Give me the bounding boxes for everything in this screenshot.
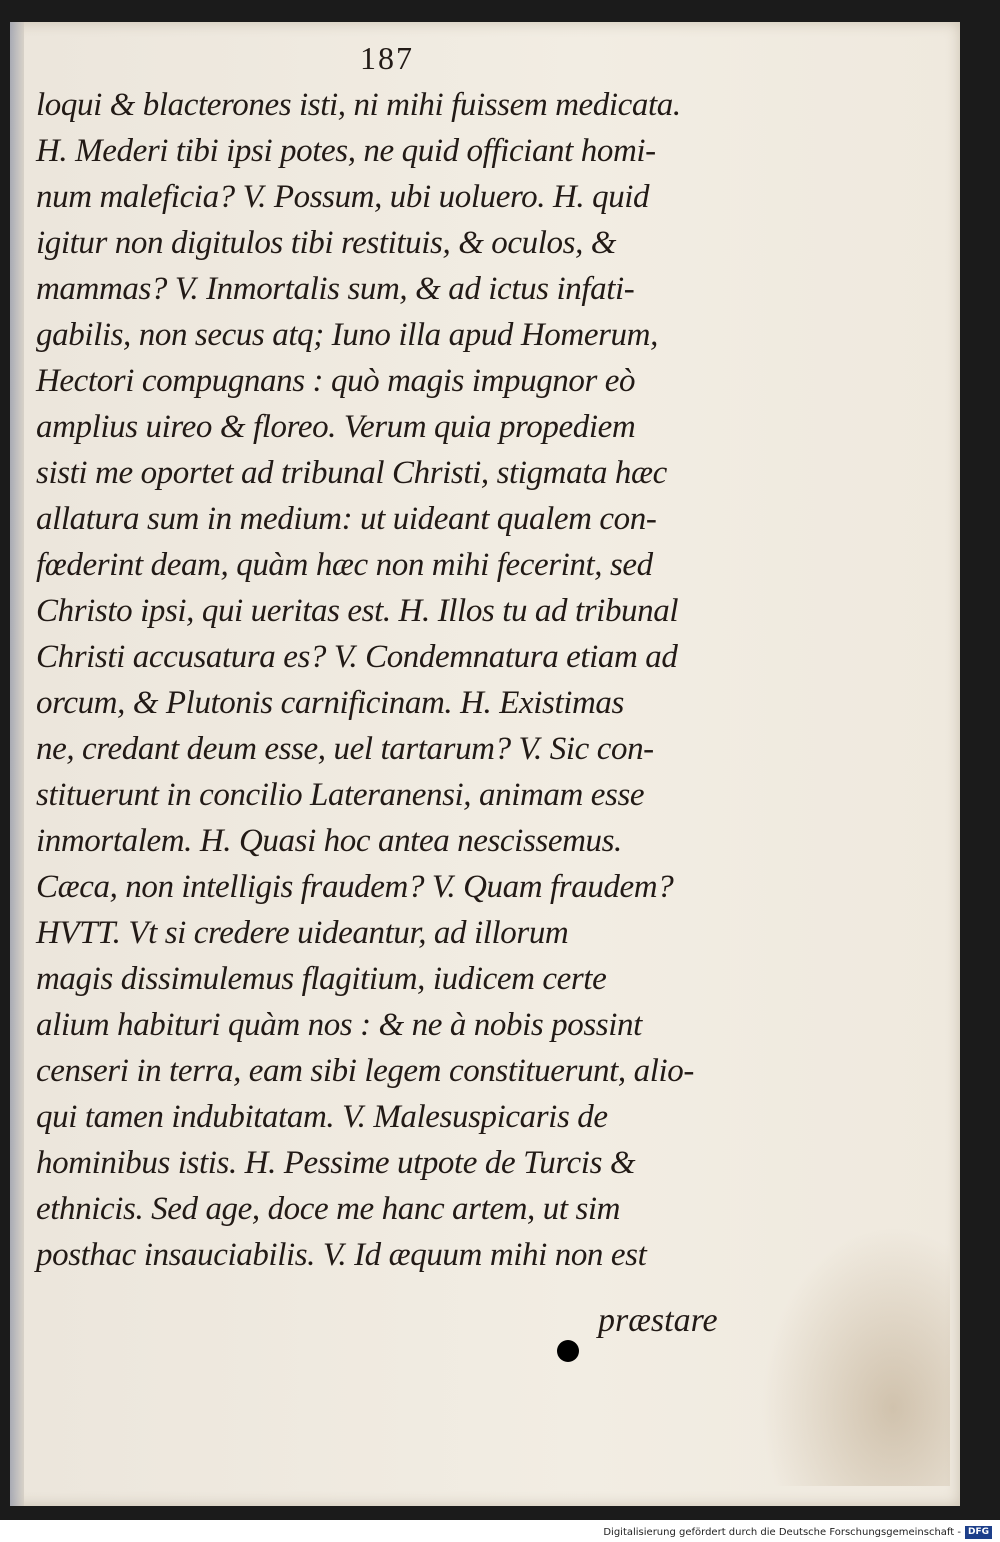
text-line: H. Mederi tibi ipsi potes, ne quid officiant homi- xyxy=(36,133,656,169)
text-line: gabilis, non secus atq; Iuno illa apud Homerum, xyxy=(36,317,658,353)
text-line: sisti me oportet ad tribunal Christi, stigmata hæc xyxy=(36,455,667,491)
text-line: Cæca, non intelligis fraudem? V. Quam fraudem? xyxy=(36,869,674,905)
paper-stain xyxy=(760,1226,950,1486)
page-text xyxy=(36,82,716,1278)
page-number: 187 xyxy=(360,40,414,76)
text-line: magis dissimulemus flagitium, iudicem certe xyxy=(36,961,607,997)
text-line: fœderint deam, quàm hæc non mihi fecerint, sed xyxy=(36,547,653,583)
text-line: inmortalem. H. Quasi hoc antea nescissemus. xyxy=(36,823,622,859)
text-line: amplius uireo & floreo. Verum quia propediem xyxy=(36,409,636,445)
text-line: igitur non digitulos tibi restituis, & oculos, & xyxy=(36,225,617,261)
text-line: posthac insauciabilis. V. Id æquum mihi non est xyxy=(36,1237,647,1273)
footer-credit xyxy=(603,1524,992,1540)
text-line: Hectori compugnans : quò magis impugnor eò xyxy=(36,363,636,399)
text-line: mammas? V. Inmortalis sum, & ad ictus infati- xyxy=(36,271,635,307)
text-line: ethnicis. Sed age, doce me hanc artem, ut sim xyxy=(36,1191,621,1227)
text-line: stituerunt in concilio Lateranensi, animam esse xyxy=(36,777,645,813)
catchword: præstare xyxy=(598,1302,718,1339)
text-line: num maleficia? V. Possum, ubi uoluero. H. quid xyxy=(36,179,650,215)
text-line: qui tamen indubitatam. V. Malesuspicaris de xyxy=(36,1099,608,1135)
text-line: ne, credant deum esse, uel tartarum? V. Sic con- xyxy=(36,731,654,767)
text-line: allatura sum in medium: ut uideant qualem con- xyxy=(36,501,657,537)
text-line: loqui & blacterones isti, ni mihi fuissem medicata. xyxy=(36,87,681,123)
text-line: orcum, & Plutonis carnificinam. H. Existimas xyxy=(36,685,624,721)
text-line: Christo ipsi, qui ueritas est. H. Illos tu ad tribunal xyxy=(36,593,679,629)
dfg-logo-icon: DFG xyxy=(965,1526,992,1539)
text-line: hominibus istis. H. Pessime utpote de Turcis & xyxy=(36,1145,636,1181)
text-line: HVTT. Vt si credere uideantur, ad illorum xyxy=(36,915,569,951)
footer-text: Digitalisierung gefördert durch die Deutsche Forschungsgemeinschaft - xyxy=(603,1526,961,1538)
text-line: alium habituri quàm nos : & ne à nobis possint xyxy=(36,1007,642,1043)
ink-blot xyxy=(557,1340,579,1362)
text-line: Christi accusatura es? V. Condemnatura etiam ad xyxy=(36,639,678,675)
text-line: censeri in terra, eam sibi legem constituerunt, alio- xyxy=(36,1053,694,1089)
